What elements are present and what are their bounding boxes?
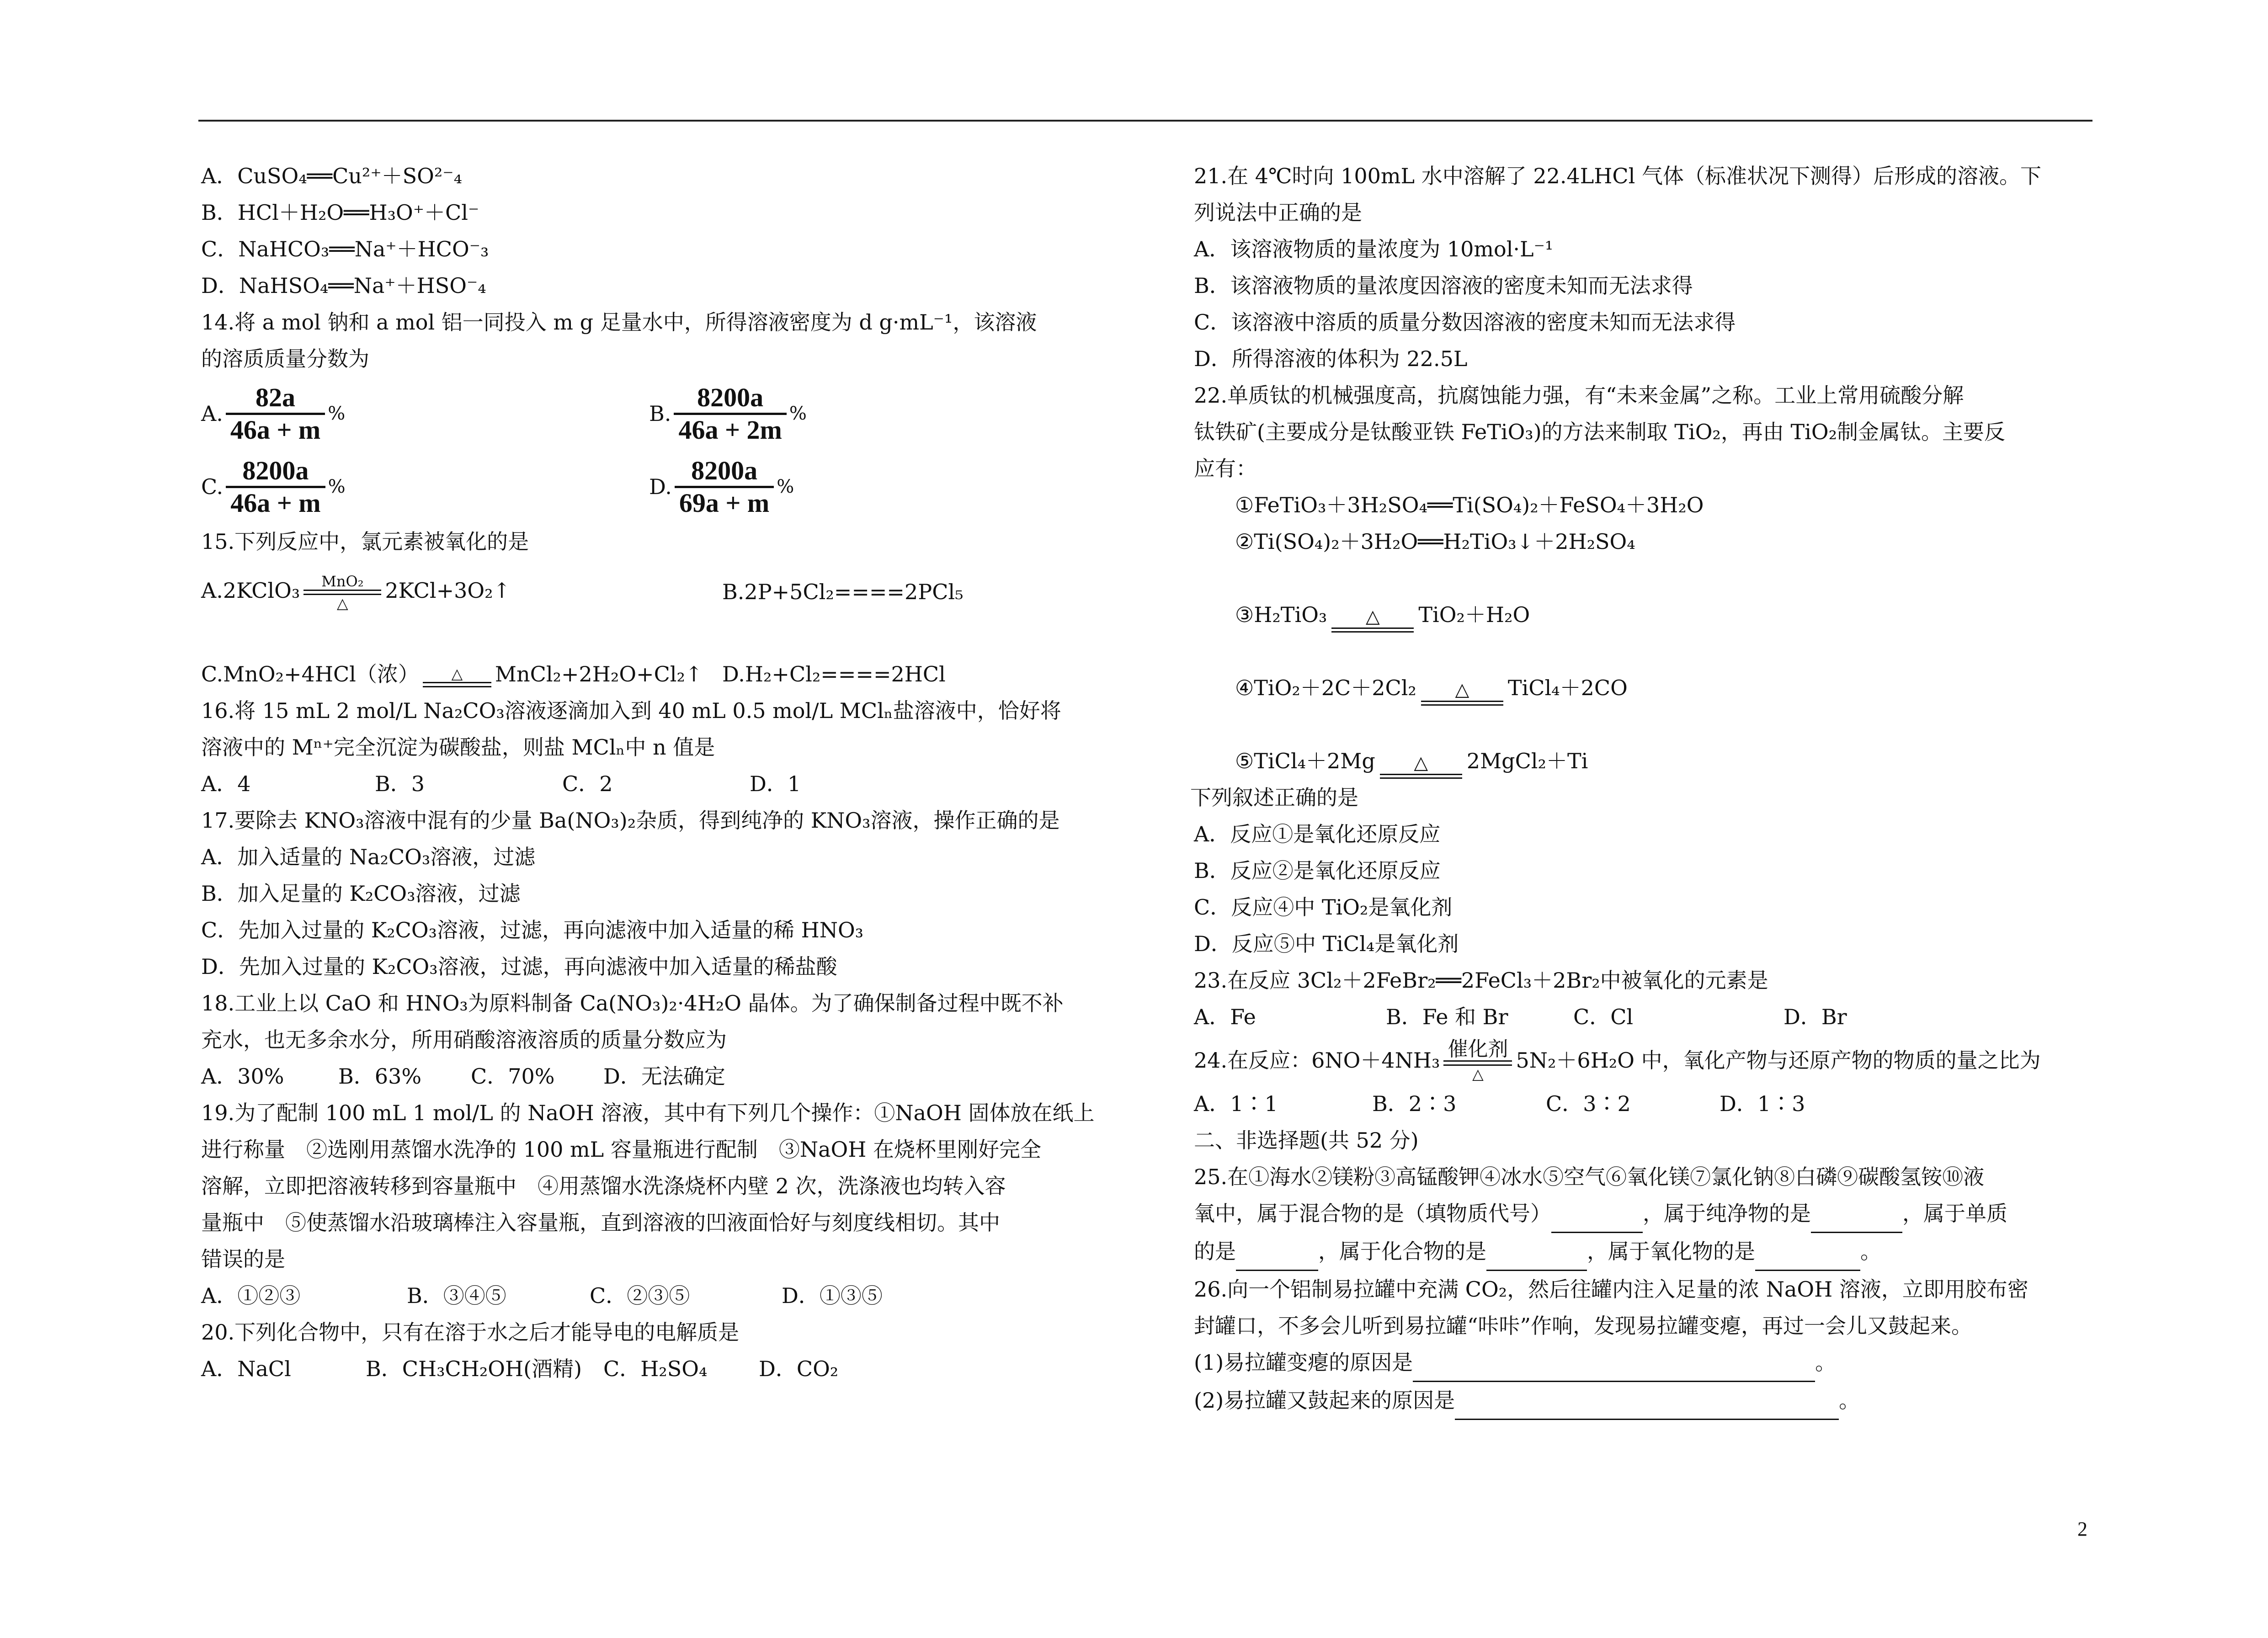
q13-option-a: A．CuSO₄══Cu²⁺＋SO²⁻₄ xyxy=(201,164,463,188)
q22-r4-arrow-lines xyxy=(1421,700,1503,706)
q26-stem-line1: 26.向一个铝制易拉罐中充满 CO₂，然后往罐内注入足量的浓 NaOH 溶液，立即用胶布密 xyxy=(1194,1277,2028,1302)
q25-l2-text-a: 氧中，属于混合物的是（填物质代号） xyxy=(1194,1201,1551,1226)
q25-l3-text-c: ，属于氧化物的是 xyxy=(1587,1239,1755,1264)
q24-option-a: A．1∶1 xyxy=(1194,1091,1278,1116)
q18-options xyxy=(201,1058,1097,1095)
q19-stem-line5: 错误的是 xyxy=(201,1247,285,1271)
q25-blank-pure-substances[interactable] xyxy=(1811,1195,1902,1233)
q14-d-numerator: 8200a xyxy=(691,455,758,485)
q15-c-reactant: C.MnO₂+4HCl（浓） xyxy=(201,662,419,686)
q17-option-b: B．加入足量的 K₂CO₃溶液，过滤 xyxy=(201,881,521,906)
q26-part1 xyxy=(1194,1344,2099,1382)
q22-option-d: D．反应⑤中 TiCl₄是氧化剂 xyxy=(1194,931,1459,956)
q13-option-d: D．NaHSO₄══Na⁺＋HSO⁻₄ xyxy=(201,273,486,298)
q15-stem: 15.下列反应中，氯元素被氧化的是 xyxy=(201,529,529,554)
q14-d-label: D. xyxy=(649,474,672,499)
q26-part1-end: 。 xyxy=(1815,1350,1837,1375)
q26-blank-part2[interactable] xyxy=(1455,1382,1839,1420)
q22-r3-heat: △ xyxy=(1365,606,1380,627)
q22-option-b: B．反应②是氧化还原反应 xyxy=(1194,858,1441,883)
right-column xyxy=(1190,158,2099,1420)
q23-option-c: C．Cl xyxy=(1573,1005,1634,1029)
q19-stem-line1: 19.为了配制 100 mL 1 mol/L 的 NaOH 溶液，其中有下列几个操作：①NaOH 固体放在纸上 xyxy=(201,1101,1095,1125)
q23-stem: 23.在反应 3Cl₂＋2FeBr₂══2FeCl₃＋2Br₂中被氧化的元素是 xyxy=(1194,968,1768,993)
q19-stem-line2: 进行称量 ②选刚用蒸馏水洗净的 100 mL 容量瓶进行配制 ③NaOH 在烧杯里刚好完全 xyxy=(201,1137,1041,1162)
q14-d-percent: % xyxy=(777,476,794,497)
q25-blank-oxides[interactable] xyxy=(1755,1233,1860,1271)
q19-option-b: B．③④⑤ xyxy=(407,1283,506,1308)
q19-option-a: A．①②③ xyxy=(201,1283,301,1308)
q24-catalyst: 催化剂 xyxy=(1448,1037,1508,1061)
q19-stem-line3: 溶解，立即把溶液转移到容量瓶中 ④用蒸馏水洗涤烧杯内壁 2 次，洗涤液也均转入容 xyxy=(201,1174,1006,1198)
q22-r4-product: TiCl₄＋2CO xyxy=(1507,675,1628,700)
q14-a-denominator: 46a + m xyxy=(226,413,325,445)
q13-option-b: B．HCl＋H₂O══H₃O⁺＋Cl⁻ xyxy=(201,200,479,225)
q15-c-product: MnCl₂+2H₂O+Cl₂↑ xyxy=(495,662,703,686)
q20-option-a: A．NaCl xyxy=(201,1356,291,1381)
q26-part1-text: (1)易拉罐变瘪的原因是 xyxy=(1194,1350,1413,1375)
q22-reaction-4 xyxy=(1194,633,2099,706)
q22-option-c: C．反应④中 TiO₂是氧化剂 xyxy=(1194,895,1453,920)
q16-options xyxy=(201,766,1097,802)
q21-stem-line1: 21.在 4℃时向 100mL 水中溶解了 22.4LHCl 气体（标准状况下测得）后形成的溶液。下 xyxy=(1194,164,2041,188)
q22-reaction-1: ①FeTiO₃＋3H₂SO₄══Ti(SO₄)₂＋FeSO₄＋3H₂O xyxy=(1235,493,1704,517)
q26-part2-end: 。 xyxy=(1839,1388,1860,1413)
q14-b-denominator: 46a + 2m xyxy=(674,413,786,445)
q20-option-c: C．H₂SO₄ xyxy=(603,1356,708,1381)
q22-r4-reactant: ④TiO₂＋2C＋2Cl₂ xyxy=(1235,675,1416,700)
q24-options xyxy=(1194,1085,2099,1122)
q22-reaction-3 xyxy=(1194,560,2099,633)
q25-blank-compounds[interactable] xyxy=(1486,1233,1587,1271)
q17-stem: 17.要除去 KNO₃溶液中混有的少量 Ba(NO₃)₂杂质，得到纯净的 KNO₃溶液，操作正确的是 xyxy=(201,808,1060,833)
q14-d-denominator: 69a + m xyxy=(675,486,774,518)
q15-a-equals-sign xyxy=(303,573,381,612)
q26-blank-part1[interactable] xyxy=(1413,1344,1815,1382)
q25-stem-line1: 25.在①海水②镁粉③高锰酸钾④冰水⑤空气⑥氧化镁⑦氯化钠⑧白磷⑨碳酸氢铵⑩液 xyxy=(1194,1165,1985,1189)
q25-l3-text-b: ，属于化合物的是 xyxy=(1318,1239,1486,1264)
q19-option-c: C．②③⑤ xyxy=(590,1283,690,1308)
q15-option-b: B.2P+5Cl₂====2PCl₅ xyxy=(722,580,964,604)
q22-r3-reactant: ③H₂TiO₃ xyxy=(1235,602,1327,627)
q20-stem: 20.下列化合物中，只有在溶于水之后才能导电的电解质是 xyxy=(201,1320,740,1345)
q22-r5-reactant: ⑤TiCl₄＋2Mg xyxy=(1235,749,1375,773)
q14-b-label: B. xyxy=(649,401,671,426)
q17-option-a: A．加入适量的 Na₂CO₃溶液，过滤 xyxy=(201,845,536,869)
q22-r4-arrow xyxy=(1421,680,1503,706)
q24-products-and-question: 5N₂＋6H₂O 中，氧化产物与还原产物的物质的量之比为 xyxy=(1516,1048,2041,1073)
q14-c-fraction xyxy=(226,456,325,518)
q14-stem-line2: 的溶质质量分数为 xyxy=(201,346,369,371)
q26-stem-line2: 封罐口，不多会儿听到易拉罐“咔咔”作响，发现易拉罐变瘪，再过一会儿又鼓起来。 xyxy=(1194,1314,1973,1338)
q19-options xyxy=(201,1277,1097,1314)
q21-option-d: D．所得溶液的体积为 22.5L xyxy=(1194,346,1468,371)
q17-option-c: C．先加入过量的 K₂CO₃溶液，过滤，再向滤液中加入适量的稀 HNO₃ xyxy=(201,918,864,942)
q22-stem-line2: 钛铁矿(主要成分是钛酸亚铁 FeTiO₃)的方法来制取 TiO₂，再由 TiO₂制金属钛。主要反 xyxy=(1194,420,2006,444)
q14-b-numerator: 8200a xyxy=(697,382,764,412)
q18-stem-line1: 18.工业上以 CaO 和 HNO₃为原料制备 Ca(NO₃)₂·4H₂O 晶体。为了确保制备过程中既不补 xyxy=(201,991,1064,1016)
q16-option-b: B．3 xyxy=(375,771,425,796)
q15-c-heat: △ xyxy=(451,665,463,682)
q14-option-b xyxy=(649,383,1097,445)
q14-a-label: A. xyxy=(201,401,223,426)
q18-option-d: D．无法确定 xyxy=(603,1064,725,1089)
q16-option-c: C．2 xyxy=(562,771,613,796)
q19-stem-line4: 量瓶中 ⑤使蒸馏水沿玻璃棒注入容量瓶，直到溶液的凹液面恰好与刻度线相切。其中 xyxy=(201,1210,1000,1235)
q18-option-b: B．63% xyxy=(338,1064,422,1089)
q15-option-a xyxy=(201,572,722,612)
q14-stem-line1: 14.将 a mol 钠和 a mol 铝一同投入 m g 足量水中，所得溶液密度为 d g·mL⁻¹，该溶液 xyxy=(201,310,1037,335)
q25-blank-elements[interactable] xyxy=(1236,1233,1318,1271)
q15-options-row1 xyxy=(201,560,1097,624)
q15-options-row2 xyxy=(201,624,1097,692)
q15-option-d: D.H₂+Cl₂====2HCl xyxy=(722,662,946,686)
q18-stem-line2: 充水，也无多余水分，所用硝酸溶液溶质的质量分数应为 xyxy=(201,1027,727,1052)
q16-stem-line2: 溶液中的 Mⁿ⁺完全沉淀为碳酸盐，则盐 MClₙ中 n 值是 xyxy=(201,735,715,760)
header-rule xyxy=(198,120,2092,122)
q22-r5-arrow-lines xyxy=(1380,773,1462,779)
left-column xyxy=(201,158,1097,1387)
q23-option-d: D．Br xyxy=(1784,1005,1847,1029)
q24-stem xyxy=(1194,1035,2099,1085)
q15-a-heat: △ xyxy=(337,595,348,612)
q25-l3-text-d: 。 xyxy=(1860,1239,1881,1264)
q14-a-fraction xyxy=(226,383,325,445)
q19-option-d: D．①③⑤ xyxy=(782,1283,883,1308)
q23-option-a: A．Fe xyxy=(1194,1005,1256,1029)
q18-option-c: C．70% xyxy=(471,1064,555,1089)
q22-r4-heat: △ xyxy=(1455,679,1469,700)
q22-r5-product: 2MgCl₂＋Ti xyxy=(1466,749,1588,773)
q25-stem-line2 xyxy=(1194,1195,2099,1233)
section-heading: 二、非选择题(共 52 分) xyxy=(1194,1128,1419,1153)
q14-a-numerator: 82a xyxy=(256,382,296,412)
q14-c-numerator: 8200a xyxy=(242,455,309,485)
q16-option-a: A．4 xyxy=(201,771,251,796)
q22-r3-arrow xyxy=(1331,606,1414,633)
page-number: 2 xyxy=(2077,1518,2087,1540)
q22-r5-heat: △ xyxy=(1414,752,1428,773)
q21-option-c: C．该溶液中溶质的质量分数因溶液的密度未知而无法求得 xyxy=(1194,310,1736,335)
q15-a-catalyst: MnO₂ xyxy=(321,573,364,590)
q25-l2-text-c: ，属于单质 xyxy=(1902,1201,2007,1226)
q16-stem-line1: 16.将 15 mL 2 mol/L Na₂CO₃溶液逐滴加入到 40 mL 0.5 mol/L MClₙ盐溶液中，恰好将 xyxy=(201,698,1061,723)
q14-option-c xyxy=(201,456,649,518)
q24-equals-sign xyxy=(1443,1038,1512,1082)
q20-option-b: B．CH₃CH₂OH(酒精) xyxy=(366,1356,582,1381)
q15-c-equals-sign xyxy=(423,665,491,687)
q24-option-c: C．3∶2 xyxy=(1546,1091,1631,1116)
q17-option-d: D．先加入过量的 K₂CO₃溶液，过滤，再向滤液中加入适量的稀盐酸 xyxy=(201,954,837,979)
q14-c-label: C. xyxy=(201,474,224,499)
q25-l2-text-b: ，属于纯净物的是 xyxy=(1643,1201,1811,1226)
q14-option-a xyxy=(201,383,649,445)
q14-c-percent: % xyxy=(328,476,346,497)
q26-part2 xyxy=(1194,1382,2099,1420)
q25-l3-text-a: 的是 xyxy=(1194,1239,1236,1264)
q20-options xyxy=(201,1351,1097,1387)
q22-r3-product: TiO₂＋H₂O xyxy=(1418,602,1530,627)
q24-reactants: 24.在反应：6NO＋4NH₃ xyxy=(1194,1048,1440,1073)
q14-options-row2 xyxy=(201,450,1097,523)
q23-options xyxy=(1194,999,2099,1035)
q14-b-percent: % xyxy=(789,403,807,424)
q24-heat: △ xyxy=(1472,1065,1484,1083)
q22-r5-arrow xyxy=(1380,753,1462,779)
q14-a-percent: % xyxy=(328,403,346,424)
q14-d-fraction xyxy=(675,456,774,518)
q14-b-fraction xyxy=(674,383,786,445)
q24-option-b: B．2∶3 xyxy=(1372,1091,1457,1116)
q22-r3-arrow-lines xyxy=(1331,627,1414,633)
q22-option-a: A．反应①是氧化还原反应 xyxy=(1194,822,1441,846)
q20-option-d: D．CO₂ xyxy=(759,1356,839,1381)
q26-part2-text: (2)易拉罐又鼓起来的原因是 xyxy=(1194,1388,1455,1413)
q21-option-a: A．该溶液物质的量浓度为 10mol·L⁻¹ xyxy=(1194,237,1554,261)
q25-stem-line3 xyxy=(1194,1233,2099,1271)
q15-a-product: 2KCl+3O₂↑ xyxy=(385,578,511,603)
q15-a-reactant: A.2KClO₃ xyxy=(201,578,300,603)
q22-reaction-2: ②Ti(SO₄)₂＋3H₂O══H₂TiO₃↓＋2H₂SO₄ xyxy=(1235,529,1635,554)
q14-option-d xyxy=(649,456,1097,518)
q15-option-c xyxy=(201,656,722,692)
q22-stem-line1: 22.单质钛的机械强度高，抗腐蚀能力强，有“未来金属”之称。工业上常用硫酸分解 xyxy=(1194,383,1964,408)
q21-stem-line2: 列说法中正确的是 xyxy=(1194,200,1362,225)
q13-option-c: C．NaHCO₃══Na⁺＋HCO⁻₃ xyxy=(201,237,489,261)
q14-c-denominator: 46a + m xyxy=(226,486,325,518)
q18-option-a: A．30% xyxy=(201,1064,284,1089)
q15-c-bar xyxy=(423,682,491,687)
q14-options-row1 xyxy=(201,377,1097,450)
q23-option-b: B．Fe 和 Br xyxy=(1386,1005,1508,1029)
q22-reaction-5 xyxy=(1194,706,2099,779)
q24-option-d: D．1∶3 xyxy=(1720,1091,1805,1116)
q22-stem-question: 下列叙述正确的是 xyxy=(1190,785,1358,810)
q22-stem-line3: 应有： xyxy=(1194,456,1257,481)
q16-option-d: D．1 xyxy=(750,771,801,796)
q25-blank-mixtures[interactable] xyxy=(1551,1195,1643,1233)
q21-option-b: B．该溶液物质的量浓度因溶液的密度未知而无法求得 xyxy=(1194,273,1693,298)
